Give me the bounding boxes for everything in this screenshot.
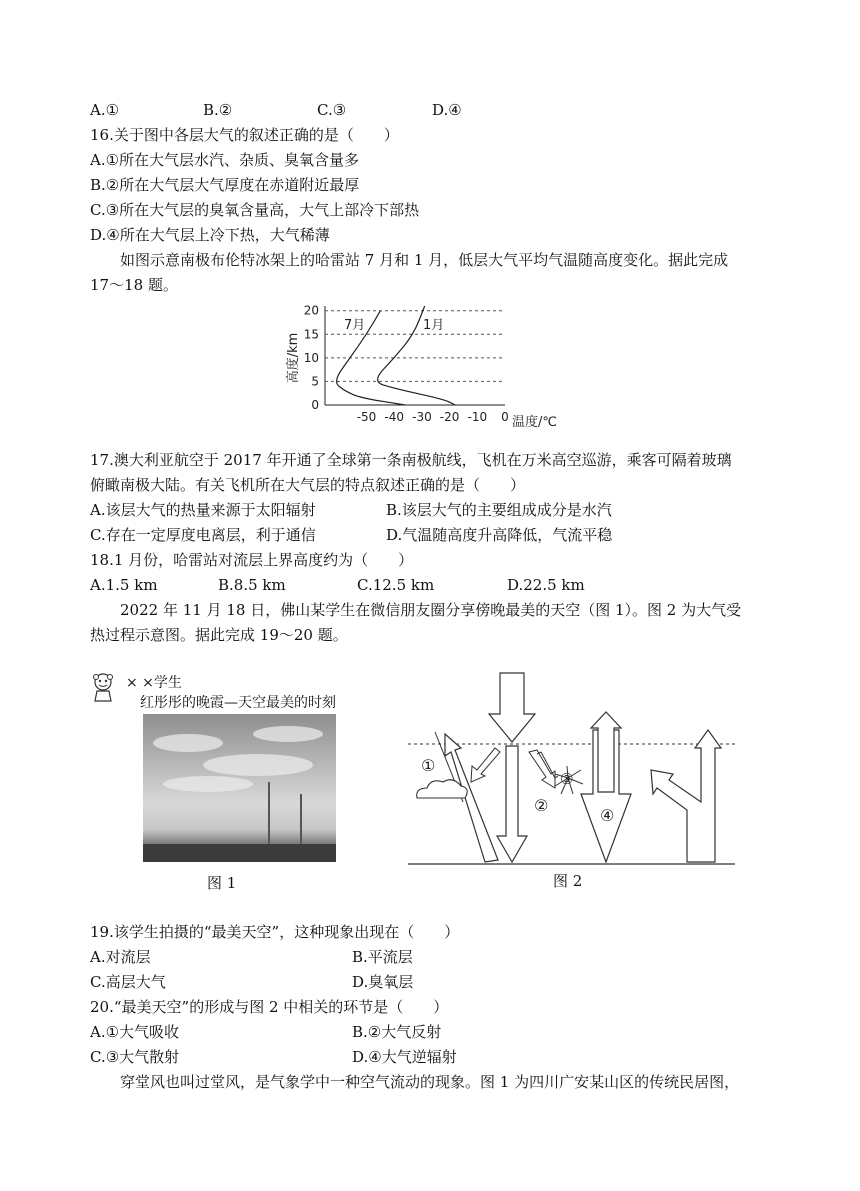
q16-option-b: B.②所在大气层大气厚度在赤道附近最厚 (90, 176, 360, 194)
fig1-post-caption: 红彤彤的晚霞—天空最美的时刻 (140, 695, 336, 711)
q19-stem: 19.该学生拍摄的“最美天空”，这种现象出现在（ ） (90, 923, 460, 941)
y-tick-label: 10 (303, 350, 319, 365)
q18-option-c: C.12.5 km (357, 576, 435, 594)
fig1-label: 图 1 (207, 874, 237, 892)
sky-photo (143, 714, 336, 862)
ground-radiation-arrow (651, 730, 721, 862)
q17-option-b: B.该层大气的主要组成成分是水汽 (386, 501, 612, 519)
q16-option-d: D.④所在大气层上冷下热，大气稀薄 (90, 226, 330, 244)
q18-option-d: D.22.5 km (507, 576, 585, 594)
x-tick-label: -50 (356, 410, 377, 424)
q18-option-a: A.1.5 km (90, 576, 158, 594)
q16-stem: 16.关于图中各层大气的叙述正确的是（ ） (90, 126, 399, 144)
q19-option-a: A.对流层 (90, 948, 151, 966)
y-axis-label: 高度/km (286, 332, 301, 384)
intro-17-line1: 如图示意南极布伦特冰架上的哈雷站 7 月和 1 月，低层大气平均气温随高度变化。据此完成 (120, 251, 729, 269)
scatter-left-arrow (471, 748, 500, 782)
fig1-username: × ×学生 (126, 675, 182, 691)
intro-17-line2: 17～18 题。 (90, 276, 178, 294)
marker-3: ③ (560, 770, 574, 788)
avatar-icon (90, 672, 116, 702)
y-tick-label: 5 (311, 374, 319, 389)
x-tick-label: -10 (467, 410, 488, 424)
q20-option-a: A.①大气吸收 (90, 1023, 180, 1041)
scatter-right-arrow (529, 750, 555, 788)
cloud-icon (417, 780, 468, 798)
series-label-july: 7月 (344, 318, 366, 333)
intro-19-line1: 2022 年 11 月 18 日，佛山某学生在微信朋友圈分享傍晚最美的天空（图 1）。图 2 为大气受 (120, 601, 742, 619)
tail-paragraph: 穿堂风也叫过堂风，是气象学中一种空气流动的现象。图 1 为四川广安某山区的传统民居图， (120, 1073, 740, 1091)
solar-radiation-arrow (489, 673, 535, 742)
series-label-jan: 1月 (423, 318, 445, 333)
q17-option-c: C.存在一定厚度电离层，利于通信 (90, 526, 316, 544)
y-tick-label: 0 (311, 398, 319, 412)
x-tick-label: -30 (412, 410, 432, 424)
q17-stem-line2: 俯瞰南极大陆。有关飞机所在大气层的特点叙述正确的是（ ） (90, 476, 526, 494)
q17-stem-line1: 17.澳大利亚航空于 2017 年开通了全球第一条南极航线，飞机在万米高空巡游，乘客可隔着玻璃 (90, 451, 732, 469)
q15-option-d: D.④ (432, 101, 462, 119)
q20-option-c: C.③大气散射 (90, 1048, 180, 1066)
q18-stem: 18.1 月份，哈雷站对流层上界高度约为（ ） (90, 551, 414, 569)
y-tick-label: 20 (303, 303, 319, 318)
q15-option-a: A.① (90, 101, 120, 119)
x-tick-label: -20 (439, 410, 460, 424)
x-axis-label: 温度/℃ (512, 415, 557, 430)
q19-option-c: C.高层大气 (90, 973, 166, 991)
q15-option-b: B.② (203, 101, 233, 119)
temperature-height-chart (280, 298, 580, 430)
x-tick-label: 0 (501, 410, 509, 424)
q18-option-b: B.8.5 km (218, 576, 286, 594)
fig2-label: 图 2 (553, 872, 583, 890)
atmosphere-heating-diagram (405, 670, 745, 870)
marker-1: ① (421, 756, 436, 775)
marker-4: ④ (600, 806, 615, 825)
q17-option-a: A.该层大气的热量来源于太阳辐射 (90, 501, 316, 519)
marker-2: ② (534, 796, 549, 815)
y-tick-label: 15 (303, 327, 319, 342)
q19-option-d: D.臭氧层 (352, 973, 414, 991)
q15-option-c: C.③ (317, 101, 347, 119)
q19-option-b: B.平流层 (352, 948, 413, 966)
q20-option-b: B.②大气反射 (352, 1023, 442, 1041)
x-tick-label: -40 (384, 410, 405, 424)
intro-19-line2: 热过程示意图。据此完成 19～20 题。 (90, 626, 348, 644)
q16-option-a: A.①所在大气层水汽、杂质、臭氧含量多 (90, 151, 360, 169)
q20-stem: 20.“最美天空”的形成与图 2 中相关的环节是（ ） (90, 998, 449, 1016)
q20-option-d: D.④大气逆辐射 (352, 1048, 457, 1066)
q17-option-d: D.气温随高度升高降低，气流平稳 (386, 526, 613, 544)
ground-absorption-arrow (497, 746, 527, 862)
q16-option-c: C.③所在大气层的臭氧含量高，大气上部冷下部热 (90, 201, 420, 219)
